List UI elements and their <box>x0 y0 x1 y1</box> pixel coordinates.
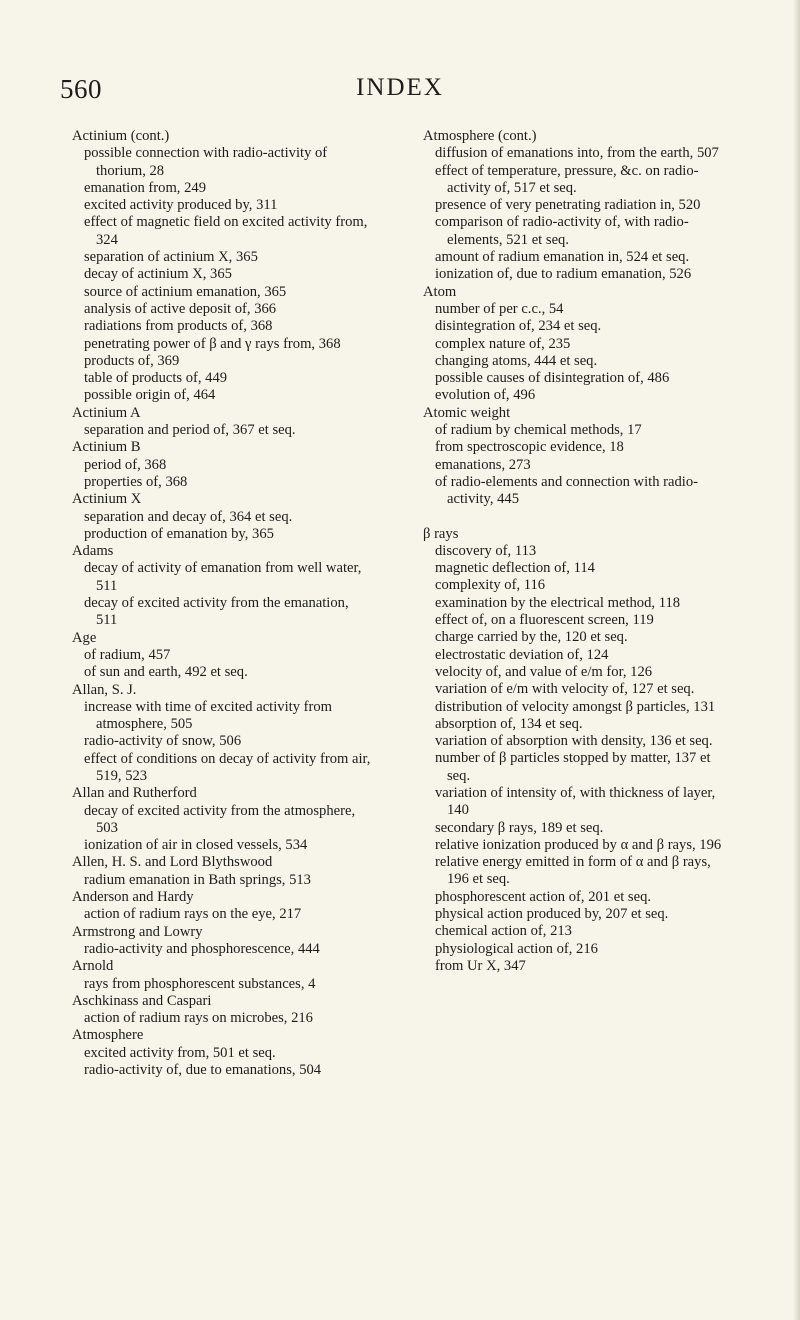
index-subentry: complex nature of, 235 <box>435 335 571 352</box>
index-subentry: emanation from, 249 <box>84 179 206 196</box>
index-subentry: velocity of, and value of e/m for, 126 <box>435 663 653 680</box>
index-subentry: comparison of radio-activity of, with radio-elements, 521 et seq. <box>435 214 689 248</box>
index-subentry: analysis of active deposit of, 366 <box>84 300 277 317</box>
index-subentry: effect of, on a fluorescent screen, 119 <box>435 612 654 629</box>
index-subentry: excited activity produced by, 311 <box>84 197 278 214</box>
index-subentry: changing atoms, 444 et seq. <box>435 352 598 369</box>
index-subentry: effect of magnetic field on excited activity from, 324 <box>84 214 368 248</box>
index-subentry: source of actinium emanation, 365 <box>84 283 287 300</box>
index-heading: Actinium A <box>72 404 141 421</box>
index-subentry: variation of e/m with velocity of, 127 et seq. <box>435 681 695 698</box>
index-subentry: of sun and earth, 492 et seq. <box>84 664 248 681</box>
index-heading: Age <box>72 629 97 646</box>
index-subentry: of radium by chemical methods, 17 <box>435 422 642 439</box>
index-subentry: secondary β rays, 189 et seq. <box>435 819 604 836</box>
index-subentry: separation of actinium X, 365 <box>84 249 258 266</box>
running-head-title: INDEX <box>356 74 444 101</box>
index-heading: Aschkinass and Caspari <box>72 992 212 1009</box>
index-subentry: amount of radium emanation in, 524 et seq. <box>435 249 690 266</box>
page-number: 560 <box>60 74 102 104</box>
index-subentry: of radio-elements and connection with radio-activity, 445 <box>435 473 699 508</box>
index-subentry: possible connection with radio-activity of thorium, 28 <box>84 145 328 179</box>
index-subentry: relative energy emitted in form of α and β rays, 196 et seq. <box>435 854 711 888</box>
index-subentry: ionization of air in closed vessels, 534 <box>84 837 308 854</box>
index-heading: Allan, S. J. <box>72 681 137 698</box>
index-heading: Atomic weight <box>423 404 511 421</box>
index-heading: Actinium B <box>72 439 141 456</box>
index-subentry: variation of intensity of, with thickness of layer, 140 <box>435 784 716 819</box>
index-subentry: table of products of, 449 <box>84 370 228 387</box>
index-subentry: effect of temperature, pressure, &c. on radio-activity of, 517 et seq. <box>435 162 699 196</box>
index-subentry: electrostatic deviation of, 124 <box>435 646 609 663</box>
index-subentry: radio-activity and phosphorescence, 444 <box>84 940 320 957</box>
index-heading: Actinium X <box>72 491 142 508</box>
index-subentry: products of, 369 <box>84 352 180 369</box>
index-subentry: radio-activity of snow, 506 <box>84 733 242 750</box>
index-heading: Atmosphere (cont.) <box>423 128 537 144</box>
index-subentry: possible origin of, 464 <box>84 387 216 404</box>
index-heading: Anderson and Hardy <box>72 889 194 906</box>
index-heading: Arnold <box>72 958 114 975</box>
index-subentry: action of radium rays on the eye, 217 <box>84 906 302 923</box>
index-heading: Atmosphere <box>72 1027 144 1044</box>
index-subentry: separation and period of, 367 et seq. <box>84 422 296 439</box>
index-subentry: disintegration of, 234 et seq. <box>435 318 602 335</box>
index-subentry: from spectroscopic evidence, 18 <box>435 439 624 456</box>
index-subentry: discovery of, 113 <box>435 542 537 559</box>
index-subentry: phosphorescent action of, 201 et seq. <box>435 888 652 905</box>
index-column-left <box>72 128 372 1079</box>
index-subentry: excited activity from, 501 et seq. <box>84 1044 276 1061</box>
index-subentry: possible causes of disintegration of, 486 <box>435 370 670 387</box>
index-subentry: emanations, 273 <box>435 456 531 473</box>
index-heading: Allan and Rutherford <box>72 785 197 802</box>
index-subentry: diffusion of emanations into, from the earth, 507 <box>435 145 719 162</box>
index-subentry: charge carried by the, 120 et seq. <box>435 629 628 646</box>
index-subentry: number of β particles stopped by matter, 137 et seq. <box>435 750 711 784</box>
index-subentry: period of, 368 <box>84 456 167 473</box>
index-subentry: physiological action of, 216 <box>435 940 598 957</box>
index-subentry: absorption of, 134 et seq. <box>435 715 583 732</box>
index-subentry: chemical action of, 213 <box>435 923 572 940</box>
index-heading: Atom <box>423 283 457 300</box>
index-heading: Armstrong and Lowry <box>72 923 203 940</box>
index-subentry: production of emanation by, 365 <box>84 525 274 542</box>
index-subentry: presence of very penetrating radiation in, 520 <box>435 197 701 214</box>
index-heading: β rays <box>423 525 459 542</box>
index-subentry: separation and decay of, 364 et seq. <box>84 508 293 525</box>
index-subentry: distribution of velocity amongst β particles, 131 <box>435 698 716 715</box>
index-subentry: increase with time of excited activity from atmosphere, 505 <box>84 698 333 733</box>
index-subentry: of radium, 457 <box>84 646 171 663</box>
index-subentry: number of per c.c., 54 <box>435 300 564 317</box>
index-heading: Actinium (cont.) <box>72 128 170 144</box>
index-subentry: radio-activity of, due to emanations, 504 <box>84 1062 322 1079</box>
index-subentry: penetrating power of β and γ rays from, 368 <box>84 335 341 352</box>
index-subentry: decay of excited activity from the emanation, 511 <box>84 595 349 629</box>
index-subentry: radiations from products of, 368 <box>84 318 273 335</box>
page-edge-shadow <box>793 0 800 1320</box>
index-subentry: properties of, 368 <box>84 473 188 490</box>
index-subentry: examination by the electrical method, 118 <box>435 594 681 611</box>
index-subentry: decay of excited activity from the atmosphere, 503 <box>84 802 356 836</box>
index-subentry: physical action produced by, 207 et seq. <box>435 906 669 923</box>
index-heading: Allen, H. S. and Lord Blythswood <box>72 854 273 871</box>
index-subentry: evolution of, 496 <box>435 387 536 404</box>
index-subentry: rays from phosphorescent substances, 4 <box>84 975 316 992</box>
index-subentry: effect of conditions on decay of activity from air, 519, 523 <box>84 750 371 784</box>
index-subentry: decay of actinium X, 365 <box>84 266 232 283</box>
index-subentry: ionization of, due to radium emanation, 526 <box>435 266 692 283</box>
index-subentry: from Ur X, 347 <box>435 957 526 974</box>
index-subentry: magnetic deflection of, 114 <box>435 560 595 577</box>
index-subentry: radium emanation in Bath springs, 513 <box>84 871 311 888</box>
index-heading: Adams <box>72 543 114 560</box>
index-subentry: variation of absorption with density, 136 et seq. <box>435 733 713 750</box>
index-subentry: decay of activity of emanation from well water, 511 <box>84 560 362 594</box>
index-subentry: relative ionization produced by α and β rays, 196 <box>435 836 722 853</box>
index-subentry: action of radium rays on microbes, 216 <box>84 1010 313 1027</box>
page-header <box>60 74 740 108</box>
index-column-right <box>423 128 723 975</box>
index-subentry: complexity of, 116 <box>435 577 546 594</box>
